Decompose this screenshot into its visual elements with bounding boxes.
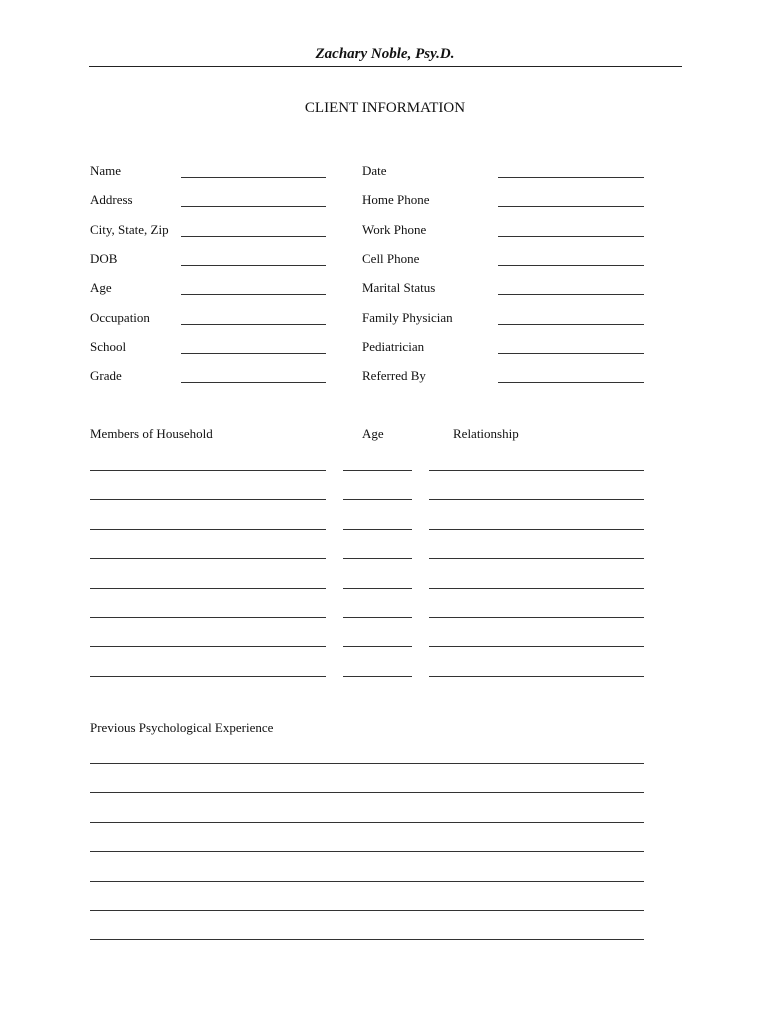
household-member-field[interactable] [90,617,326,618]
household-member-field[interactable] [90,676,326,677]
household-relationship-field[interactable] [429,646,644,647]
household-age-field[interactable] [343,617,412,618]
cell-phone-label: Cell Phone [362,250,420,266]
cell-phone-field[interactable] [498,265,644,266]
household-relationship-field[interactable] [429,617,644,618]
practitioner-name: Zachary Noble, Psy.D. [315,46,455,62]
school-field[interactable] [181,353,326,354]
marital-status-label: Marital Status [362,280,436,296]
occupation-label: Occupation [90,309,150,325]
household-relationship-field[interactable] [429,499,644,500]
household-member-field[interactable] [90,646,326,647]
experience-line-field[interactable] [90,792,644,793]
referred-by-label: Referred By [362,368,426,384]
address-label: Address [90,192,133,208]
household-member-field[interactable] [90,588,326,589]
household-member-field[interactable] [90,499,326,500]
household-relationship-field[interactable] [429,588,644,589]
household-relationship-field[interactable] [429,470,644,471]
name-label: Name [90,163,122,178]
date-field[interactable] [498,177,644,178]
household-relationship-field[interactable] [429,676,644,677]
household-age-field[interactable] [343,588,412,589]
experience-line-field[interactable] [90,763,644,764]
members-column-header: Members of Household [90,426,213,441]
header-divider [89,66,682,67]
grade-field[interactable] [181,382,326,383]
referred-by-field[interactable] [498,382,644,383]
form-title: CLIENT INFORMATION [304,100,466,116]
household-age-field[interactable] [343,646,412,647]
household-relationship-field[interactable] [429,529,644,530]
home-phone-field[interactable] [498,206,644,207]
experience-line-field[interactable] [90,822,644,823]
dob-field[interactable] [181,265,326,266]
experience-line-field[interactable] [90,939,644,940]
work-phone-label: Work Phone [362,221,427,237]
household-age-field[interactable] [343,529,412,530]
work-phone-field[interactable] [498,236,644,237]
age-column-header: Age [362,426,384,441]
marital-status-field[interactable] [498,294,644,295]
age-label: Age [90,280,112,296]
grade-label: Grade [90,368,122,384]
household-member-field[interactable] [90,470,326,471]
household-member-field[interactable] [90,529,326,530]
relationship-column-header: Relationship [453,426,519,441]
family-physician-field[interactable] [498,324,644,325]
home-phone-label: Home Phone [362,192,430,208]
pediatrician-field[interactable] [498,353,644,354]
date-label: Date [362,163,387,178]
household-member-field[interactable] [90,558,326,559]
household-age-field[interactable] [343,499,412,500]
experience-line-field[interactable] [90,910,644,911]
household-age-field[interactable] [343,676,412,677]
address-field[interactable] [181,206,326,207]
dob-label: DOB [90,250,118,266]
experience-line-field[interactable] [90,881,644,882]
household-age-field[interactable] [343,470,412,471]
household-age-field[interactable] [343,558,412,559]
name-field[interactable] [181,177,326,178]
city-state-zip-field[interactable] [181,236,326,237]
age-field[interactable] [181,294,326,295]
school-label: School [90,338,127,354]
pediatrician-label: Pediatrician [362,338,425,354]
occupation-field[interactable] [181,324,326,325]
household-relationship-field[interactable] [429,558,644,559]
city-state-zip-label: City, State, Zip [90,221,169,237]
experience-line-field[interactable] [90,851,644,852]
experience-label: Previous Psychological Experience [90,720,274,735]
family-physician-label: Family Physician [362,309,453,325]
